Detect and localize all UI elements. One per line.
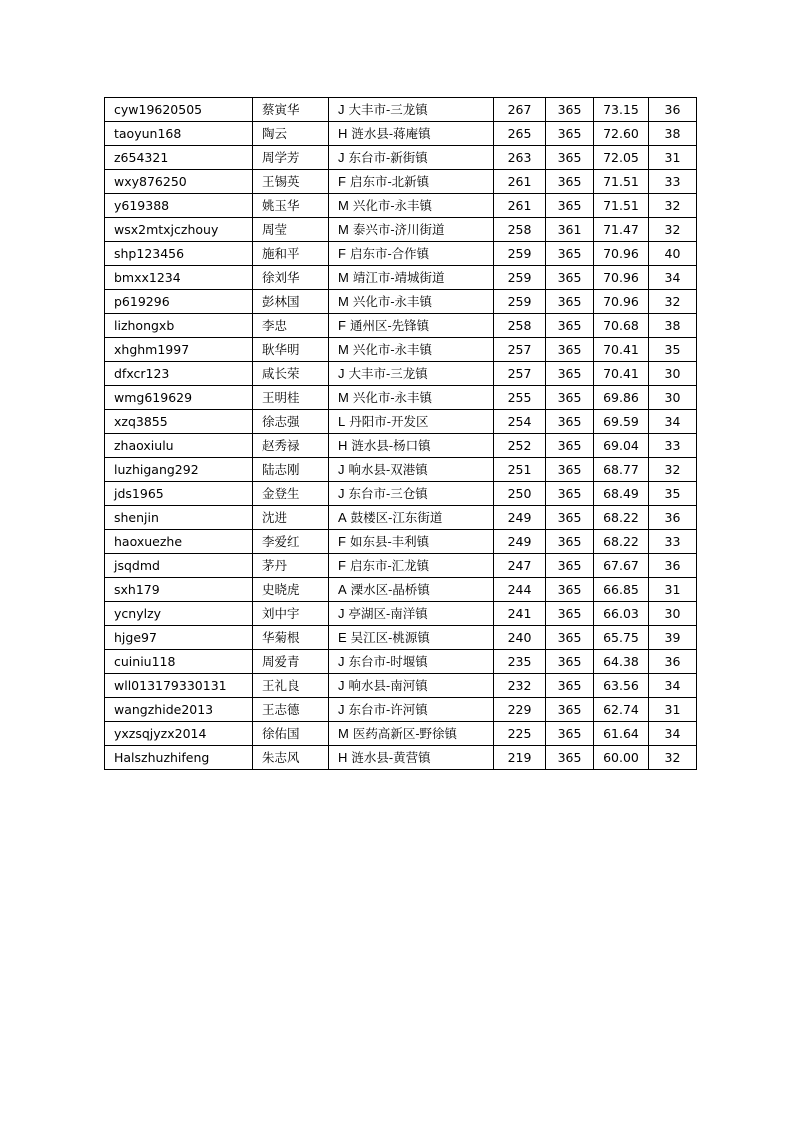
age-cell: 33 [649, 170, 697, 194]
age-cell: 31 [649, 698, 697, 722]
region-code: F [338, 534, 346, 549]
age-cell: 35 [649, 482, 697, 506]
region-cell [329, 602, 494, 626]
age-cell: 34 [649, 722, 697, 746]
region-place: 如东县-丰利镇 [349, 534, 430, 549]
region-cell [329, 98, 494, 122]
total-days-cell: 365 [546, 434, 594, 458]
username-cell: wangzhide2013 [105, 698, 253, 722]
rate-cell: 71.51 [594, 194, 649, 218]
username-cell: jsqdmd [105, 554, 253, 578]
username-cell: taoyun168 [105, 122, 253, 146]
region-code: M [338, 390, 349, 405]
username-cell: Halszhuzhifeng [105, 746, 253, 770]
ranking-table-body [105, 98, 697, 770]
total-days-cell: 365 [546, 266, 594, 290]
name-cell: 刘中宇 [253, 602, 329, 626]
rate-cell: 71.51 [594, 170, 649, 194]
name-cell: 姚玉华 [253, 194, 329, 218]
rate-cell: 68.49 [594, 482, 649, 506]
region-place: 通州区-先锋镇 [349, 318, 430, 333]
table-row [105, 218, 697, 242]
rate-cell: 69.04 [594, 434, 649, 458]
region-code: J [338, 366, 345, 381]
region-code: J [338, 102, 345, 117]
table-row [105, 458, 697, 482]
region-place: 亭湖区-南洋镇 [348, 606, 428, 621]
total-days-cell: 365 [546, 578, 594, 602]
age-cell: 32 [649, 290, 697, 314]
total-days-cell: 365 [546, 122, 594, 146]
table-row [105, 98, 697, 122]
days-cell: 259 [494, 266, 546, 290]
region-place: 涟水县-蒋庵镇 [351, 126, 431, 141]
name-cell: 华菊根 [253, 626, 329, 650]
days-cell: 255 [494, 386, 546, 410]
table-row [105, 266, 697, 290]
region-code: F [338, 174, 346, 189]
table-row [105, 626, 697, 650]
rate-cell: 60.00 [594, 746, 649, 770]
name-cell: 陆志刚 [253, 458, 329, 482]
rate-cell: 61.64 [594, 722, 649, 746]
total-days-cell: 361 [546, 218, 594, 242]
total-days-cell: 365 [546, 698, 594, 722]
region-cell [329, 218, 494, 242]
table-row [105, 674, 697, 698]
rate-cell: 72.05 [594, 146, 649, 170]
username-cell: xzq3855 [105, 410, 253, 434]
name-cell: 王志德 [253, 698, 329, 722]
region-code: J [338, 654, 345, 669]
age-cell: 33 [649, 434, 697, 458]
region-place: 兴化市-永丰镇 [352, 198, 433, 213]
name-cell: 王明桂 [253, 386, 329, 410]
region-place: 响水县-南河镇 [348, 678, 428, 693]
age-cell: 36 [649, 98, 697, 122]
username-cell: zhaoxiulu [105, 434, 253, 458]
username-cell: cuiniu118 [105, 650, 253, 674]
name-cell: 周莹 [253, 218, 329, 242]
total-days-cell: 365 [546, 674, 594, 698]
table-row [105, 650, 697, 674]
region-cell [329, 650, 494, 674]
table-row [105, 434, 697, 458]
days-cell: 249 [494, 530, 546, 554]
total-days-cell: 365 [546, 98, 594, 122]
days-cell: 263 [494, 146, 546, 170]
total-days-cell: 365 [546, 530, 594, 554]
total-days-cell: 365 [546, 314, 594, 338]
days-cell: 257 [494, 362, 546, 386]
name-cell: 朱志风 [253, 746, 329, 770]
table-row [105, 746, 697, 770]
age-cell: 31 [649, 578, 697, 602]
table-row [105, 338, 697, 362]
name-cell: 咸长荣 [253, 362, 329, 386]
age-cell: 36 [649, 506, 697, 530]
region-place: 大丰市-三龙镇 [348, 366, 428, 381]
region-place: 启东市-合作镇 [349, 246, 430, 261]
rate-cell: 70.96 [594, 242, 649, 266]
region-code: A [338, 582, 347, 597]
total-days-cell: 365 [546, 650, 594, 674]
region-code: J [338, 702, 345, 717]
total-days-cell: 365 [546, 170, 594, 194]
region-place: 东台市-许河镇 [348, 702, 428, 717]
name-cell: 耿华明 [253, 338, 329, 362]
age-cell: 32 [649, 458, 697, 482]
region-cell [329, 146, 494, 170]
username-cell: lizhongxb [105, 314, 253, 338]
region-code: M [338, 222, 349, 237]
region-code: F [338, 558, 346, 573]
region-place: 东台市-三仓镇 [348, 486, 428, 501]
region-code: M [338, 270, 349, 285]
username-cell: wsx2mtxjczhouy [105, 218, 253, 242]
total-days-cell: 365 [546, 722, 594, 746]
username-cell: bmxx1234 [105, 266, 253, 290]
username-cell: wll013179330131 [105, 674, 253, 698]
days-cell: 259 [494, 290, 546, 314]
rate-cell: 73.15 [594, 98, 649, 122]
rate-cell: 68.77 [594, 458, 649, 482]
total-days-cell: 365 [546, 554, 594, 578]
age-cell: 30 [649, 386, 697, 410]
username-cell: wmg619629 [105, 386, 253, 410]
region-cell [329, 626, 494, 650]
rate-cell: 70.96 [594, 266, 649, 290]
region-code: M [338, 198, 349, 213]
username-cell: haoxuezhe [105, 530, 253, 554]
age-cell: 40 [649, 242, 697, 266]
age-cell: 38 [649, 314, 697, 338]
region-cell [329, 746, 494, 770]
region-code: J [338, 486, 345, 501]
region-place: 鼓楼区-江东街道 [350, 510, 443, 525]
region-cell [329, 266, 494, 290]
total-days-cell: 365 [546, 338, 594, 362]
age-cell: 34 [649, 266, 697, 290]
table-row [105, 194, 697, 218]
total-days-cell: 365 [546, 458, 594, 482]
region-cell [329, 530, 494, 554]
rate-cell: 71.47 [594, 218, 649, 242]
days-cell: 261 [494, 170, 546, 194]
username-cell: dfxcr123 [105, 362, 253, 386]
rate-cell: 68.22 [594, 506, 649, 530]
region-place: 溧水区-晶桥镇 [350, 582, 430, 597]
days-cell: 254 [494, 410, 546, 434]
ranking-table [104, 97, 697, 770]
days-cell: 257 [494, 338, 546, 362]
name-cell: 李爱红 [253, 530, 329, 554]
region-place: 医药高新区-野徐镇 [352, 726, 458, 741]
total-days-cell: 365 [546, 482, 594, 506]
days-cell: 240 [494, 626, 546, 650]
region-place: 吴江区-桃源镇 [350, 630, 430, 645]
days-cell: 247 [494, 554, 546, 578]
table-row [105, 242, 697, 266]
username-cell: luzhigang292 [105, 458, 253, 482]
age-cell: 31 [649, 146, 697, 170]
days-cell: 261 [494, 194, 546, 218]
region-code: J [338, 606, 345, 621]
name-cell: 彭林国 [253, 290, 329, 314]
username-cell: jds1965 [105, 482, 253, 506]
username-cell: z654321 [105, 146, 253, 170]
name-cell: 李忠 [253, 314, 329, 338]
total-days-cell: 365 [546, 506, 594, 530]
days-cell: 258 [494, 218, 546, 242]
days-cell: 258 [494, 314, 546, 338]
name-cell: 徐刘华 [253, 266, 329, 290]
name-cell: 周爱青 [253, 650, 329, 674]
age-cell: 32 [649, 194, 697, 218]
name-cell: 茅丹 [253, 554, 329, 578]
rate-cell: 70.68 [594, 314, 649, 338]
age-cell: 32 [649, 746, 697, 770]
age-cell: 39 [649, 626, 697, 650]
table-row [105, 122, 697, 146]
region-place: 兴化市-永丰镇 [352, 342, 433, 357]
username-cell: y619388 [105, 194, 253, 218]
table-row [105, 554, 697, 578]
username-cell: shenjin [105, 506, 253, 530]
days-cell: 252 [494, 434, 546, 458]
username-cell: wxy876250 [105, 170, 253, 194]
table-row [105, 530, 697, 554]
table-row [105, 146, 697, 170]
table-row [105, 170, 697, 194]
age-cell: 32 [649, 218, 697, 242]
age-cell: 33 [649, 530, 697, 554]
region-code: A [338, 510, 347, 525]
days-cell: 267 [494, 98, 546, 122]
region-code: F [338, 246, 346, 261]
table-row [105, 386, 697, 410]
total-days-cell: 365 [546, 362, 594, 386]
region-place: 大丰市-三龙镇 [348, 102, 428, 117]
region-cell [329, 170, 494, 194]
region-cell [329, 122, 494, 146]
region-cell [329, 242, 494, 266]
table-row [105, 698, 697, 722]
region-place: 泰兴市-济川街道 [352, 222, 445, 237]
username-cell: xhghm1997 [105, 338, 253, 362]
username-cell: yxzsqjyzx2014 [105, 722, 253, 746]
name-cell: 蔡寅华 [253, 98, 329, 122]
days-cell: 244 [494, 578, 546, 602]
age-cell: 36 [649, 650, 697, 674]
region-cell [329, 410, 494, 434]
table-row [105, 314, 697, 338]
name-cell: 金登生 [253, 482, 329, 506]
table-row [105, 506, 697, 530]
name-cell: 施和平 [253, 242, 329, 266]
region-place: 启东市-北新镇 [349, 174, 430, 189]
table-row [105, 410, 697, 434]
region-cell [329, 674, 494, 698]
total-days-cell: 365 [546, 194, 594, 218]
table-row [105, 722, 697, 746]
region-cell [329, 314, 494, 338]
region-cell [329, 722, 494, 746]
region-cell [329, 458, 494, 482]
name-cell: 史晓虎 [253, 578, 329, 602]
region-cell [329, 338, 494, 362]
region-place: 东台市-新街镇 [348, 150, 428, 165]
rate-cell: 66.85 [594, 578, 649, 602]
region-code: J [338, 150, 345, 165]
username-cell: hjge97 [105, 626, 253, 650]
region-place: 兴化市-永丰镇 [352, 294, 433, 309]
region-place: 响水县-双港镇 [348, 462, 428, 477]
username-cell: shp123456 [105, 242, 253, 266]
region-cell [329, 290, 494, 314]
rate-cell: 64.38 [594, 650, 649, 674]
days-cell: 235 [494, 650, 546, 674]
region-place: 东台市-时堰镇 [348, 654, 428, 669]
region-cell [329, 482, 494, 506]
region-cell [329, 386, 494, 410]
total-days-cell: 365 [546, 146, 594, 170]
username-cell: p619296 [105, 290, 253, 314]
rate-cell: 66.03 [594, 602, 649, 626]
region-cell [329, 554, 494, 578]
total-days-cell: 365 [546, 386, 594, 410]
name-cell: 徐佑国 [253, 722, 329, 746]
region-code: F [338, 318, 346, 333]
total-days-cell: 365 [546, 746, 594, 770]
days-cell: 241 [494, 602, 546, 626]
days-cell: 219 [494, 746, 546, 770]
total-days-cell: 365 [546, 410, 594, 434]
rate-cell: 65.75 [594, 626, 649, 650]
total-days-cell: 365 [546, 626, 594, 650]
region-code: M [338, 342, 349, 357]
region-cell [329, 698, 494, 722]
region-code: J [338, 462, 345, 477]
region-cell [329, 362, 494, 386]
total-days-cell: 365 [546, 290, 594, 314]
table-row [105, 602, 697, 626]
days-cell: 259 [494, 242, 546, 266]
age-cell: 36 [649, 554, 697, 578]
rate-cell: 70.41 [594, 362, 649, 386]
age-cell: 38 [649, 122, 697, 146]
region-code: M [338, 726, 349, 741]
days-cell: 225 [494, 722, 546, 746]
name-cell: 王礼良 [253, 674, 329, 698]
days-cell: 229 [494, 698, 546, 722]
age-cell: 30 [649, 362, 697, 386]
rate-cell: 68.22 [594, 530, 649, 554]
table-row [105, 362, 697, 386]
rate-cell: 69.59 [594, 410, 649, 434]
name-cell: 赵秀禄 [253, 434, 329, 458]
rate-cell: 67.67 [594, 554, 649, 578]
region-cell [329, 194, 494, 218]
region-place: 丹阳市-开发区 [349, 414, 429, 429]
name-cell: 王锡英 [253, 170, 329, 194]
region-cell [329, 578, 494, 602]
name-cell: 沈进 [253, 506, 329, 530]
days-cell: 249 [494, 506, 546, 530]
region-cell [329, 506, 494, 530]
region-place: 涟水县-黄营镇 [351, 750, 431, 765]
rate-cell: 69.86 [594, 386, 649, 410]
days-cell: 250 [494, 482, 546, 506]
days-cell: 251 [494, 458, 546, 482]
region-code: L [338, 414, 346, 429]
region-place: 启东市-汇龙镇 [349, 558, 430, 573]
region-code: M [338, 294, 349, 309]
region-place: 涟水县-杨口镇 [351, 438, 431, 453]
username-cell: cyw19620505 [105, 98, 253, 122]
table-row [105, 482, 697, 506]
table-row [105, 290, 697, 314]
rate-cell: 72.60 [594, 122, 649, 146]
region-place: 靖江市-靖城街道 [352, 270, 445, 285]
region-cell [329, 434, 494, 458]
region-code: H [338, 750, 348, 765]
rate-cell: 63.56 [594, 674, 649, 698]
name-cell: 周学芳 [253, 146, 329, 170]
region-code: H [338, 126, 348, 141]
age-cell: 34 [649, 674, 697, 698]
region-code: H [338, 438, 348, 453]
region-place: 兴化市-永丰镇 [352, 390, 433, 405]
rate-cell: 70.96 [594, 290, 649, 314]
name-cell: 徐志强 [253, 410, 329, 434]
name-cell: 陶云 [253, 122, 329, 146]
days-cell: 265 [494, 122, 546, 146]
table-row [105, 578, 697, 602]
age-cell: 35 [649, 338, 697, 362]
age-cell: 30 [649, 602, 697, 626]
rate-cell: 62.74 [594, 698, 649, 722]
region-code: E [338, 630, 347, 645]
username-cell: sxh179 [105, 578, 253, 602]
days-cell: 232 [494, 674, 546, 698]
username-cell: ycnylzy [105, 602, 253, 626]
total-days-cell: 365 [546, 242, 594, 266]
age-cell: 34 [649, 410, 697, 434]
total-days-cell: 365 [546, 602, 594, 626]
region-code: J [338, 678, 345, 693]
rate-cell: 70.41 [594, 338, 649, 362]
